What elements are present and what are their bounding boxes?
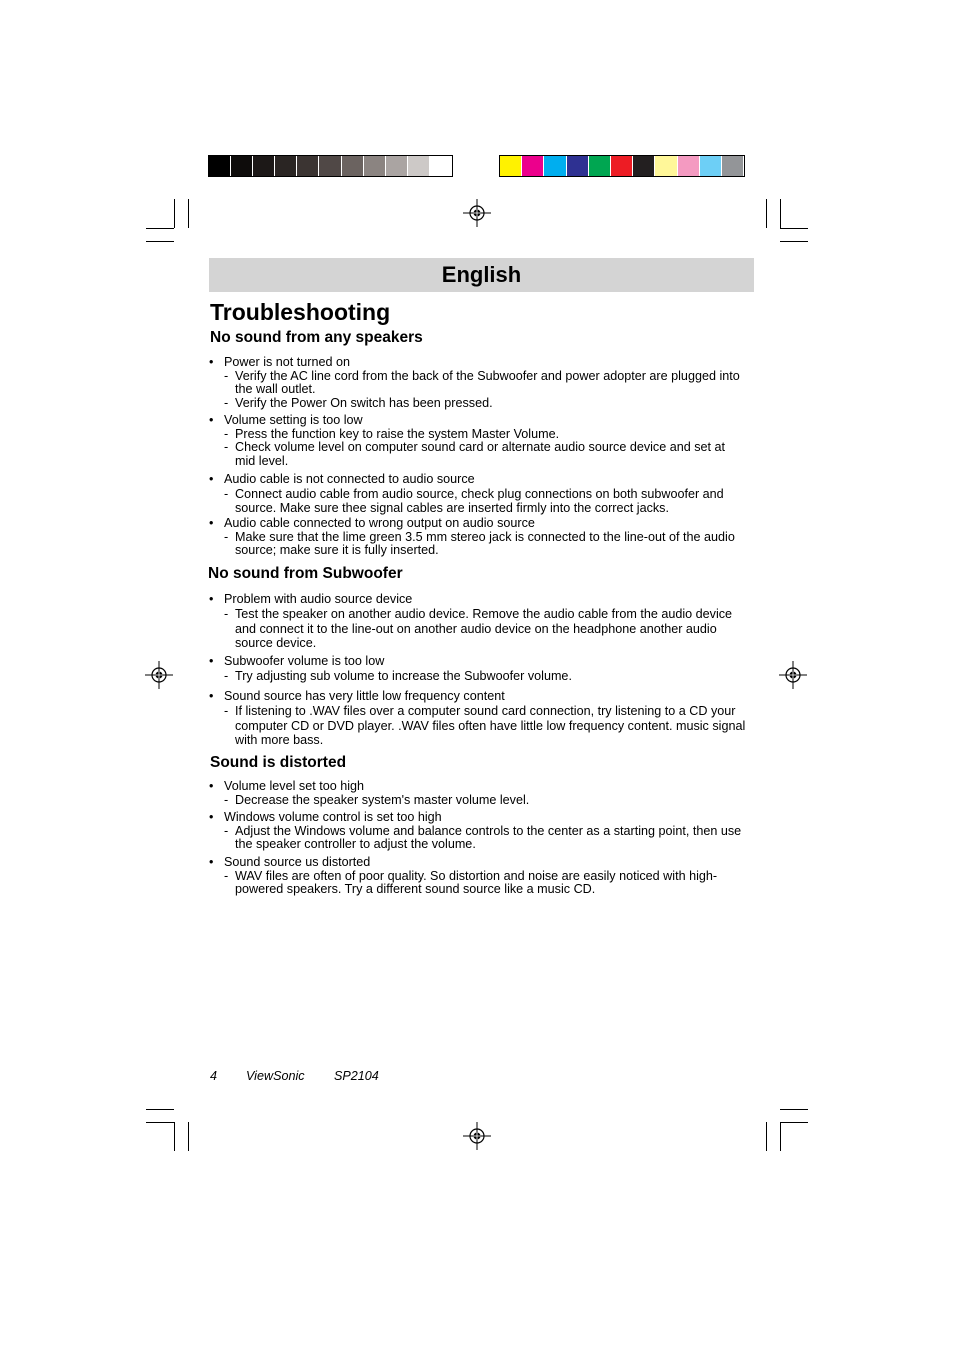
brand-name: ViewSonic xyxy=(246,1069,305,1083)
color-swatch xyxy=(253,156,275,176)
item-detail: Verify the Power On switch has been pressed. xyxy=(235,395,493,410)
item-text: Windows volume control is set too high xyxy=(224,810,442,824)
grayscale-calibration-bar xyxy=(208,155,453,177)
model-number: SP2104 xyxy=(334,1069,379,1083)
color-swatch xyxy=(408,156,430,176)
crop-mark xyxy=(146,241,174,242)
section-heading: Sound is distorted xyxy=(210,754,347,771)
item-detail: Verify the AC line cord from the back of the Subwoofer and power adopter are plugged into the wall outlet. xyxy=(235,368,740,397)
color-swatch xyxy=(500,156,522,176)
color-swatch xyxy=(589,156,611,176)
list-item: • Windows volume control is set too high - Adjust the Windows volume and balance controls to the center as a starting point, then use the speaker controller to adjust the volume. xyxy=(209,810,742,852)
list-item: • Power is not turned on - Verify the AC line cord from the back of the Subwoofer and power adopter are plugged into the wall outlet. - Verify the Power On switch has been pressed. xyxy=(209,355,740,410)
list-item: • Problem with audio source device - Test the speaker on another audio device. Remove the audio cable from the audio device and connect it to the line-out on another audio device on the headphone another audio source device. xyxy=(209,592,733,651)
crop-mark xyxy=(780,1109,808,1110)
crop-mark xyxy=(174,199,175,228)
color-swatch xyxy=(633,156,655,176)
crop-mark xyxy=(780,1122,808,1123)
item-text: Volume setting is too low xyxy=(224,413,363,427)
registration-target-icon xyxy=(779,661,807,689)
list-item: • Sound source has very little low frequency content - If listening to .WAV files over a computer sound card connection, try listening to a CD your computer CD or DVD player. .WAV files often have little low frequency content. music signal with more bass. xyxy=(209,689,746,748)
item-text: Audio cable is not connected to audio source xyxy=(224,472,475,486)
section-heading: No sound from Subwoofer xyxy=(208,565,403,582)
page-title: Troubleshooting xyxy=(210,299,391,325)
registration-target-icon xyxy=(463,1122,491,1150)
color-swatch xyxy=(655,156,677,176)
color-swatch xyxy=(700,156,722,176)
crop-mark xyxy=(188,199,189,228)
color-swatch xyxy=(297,156,319,176)
language-band: English xyxy=(209,258,754,292)
crop-mark xyxy=(188,1122,189,1151)
item-detail: Try adjusting sub volume to increase the Subwoofer volume. xyxy=(235,668,572,683)
item-detail: Test the speaker on another audio device. Remove the audio cable from the audio device and connect it to the line-out on another audio device on the headphone another audio source device. xyxy=(235,606,733,651)
color-swatch xyxy=(722,156,744,176)
item-detail: Connect audio cable from audio source, check plug connections on both subwoofer and source. Make sure thee signal cables are inserted firmly into the correct jacks. xyxy=(235,486,724,516)
color-swatch xyxy=(275,156,297,176)
item-text: Audio cable connected to wrong output on audio source xyxy=(224,516,535,530)
color-swatch xyxy=(678,156,700,176)
color-swatch xyxy=(544,156,566,176)
list-item: • Volume level set too high - Decrease the speaker system's master volume level. xyxy=(209,779,530,807)
crop-mark xyxy=(146,1122,174,1123)
list-item: • Volume setting is too low - Press the function key to raise the system Master Volume. - Check volume level on computer sound card or alternate audio source device and set at mid level. xyxy=(209,413,726,468)
crop-mark xyxy=(766,1122,767,1151)
item-text: Problem with audio source device xyxy=(224,592,413,606)
item-text: Power is not turned on xyxy=(224,355,351,369)
crop-mark xyxy=(146,1109,174,1110)
registration-target-icon xyxy=(463,199,491,227)
item-text: Sound source has very little low frequency content xyxy=(224,689,505,703)
crop-mark xyxy=(766,199,767,228)
registration-target-icon xyxy=(145,661,173,689)
list-item: • Subwoofer volume is too low - Try adjusting sub volume to increase the Subwoofer volume. xyxy=(209,654,572,683)
color-swatch xyxy=(364,156,386,176)
item-detail: Check volume level on computer sound card or alternate audio source device and set at mid level. xyxy=(235,440,726,468)
item-text: Sound source us distorted xyxy=(224,855,371,869)
color-swatch xyxy=(209,156,231,176)
color-swatch xyxy=(611,156,633,176)
page-number: 4 xyxy=(210,1069,218,1083)
color-swatch xyxy=(522,156,544,176)
crop-mark xyxy=(780,241,808,242)
item-text: Subwoofer volume is too low xyxy=(224,654,385,668)
color-swatch xyxy=(386,156,408,176)
color-calibration-bar xyxy=(499,155,745,177)
item-detail: If listening to .WAV files over a computer sound card connection, try listening to a CD your computer CD or DVD player. .WAV files often have little low frequency content. music signal with more bass. xyxy=(235,703,746,748)
color-swatch xyxy=(567,156,589,176)
item-detail: Make sure that the lime green 3.5 mm stereo jack is connected to the line-out of the audio source; make sure it is fully inserted. xyxy=(235,529,735,558)
item-detail: Adjust the Windows volume and balance controls to the center as a starting point, then use the speaker controller to adjust the volume. xyxy=(235,823,742,852)
color-swatch xyxy=(319,156,341,176)
color-swatch xyxy=(231,156,253,176)
list-item: • Sound source us distorted - WAV files are often of poor quality. So distortion and noise are easily noticed with high-powered speakers. Try a different sound source like a music CD. xyxy=(209,855,718,897)
list-item: • Audio cable is not connected to audio source - Connect audio cable from audio source, check plug connections on both subwoofer and source. Make sure thee signal cables are inserted firmly into the correct jacks. xyxy=(209,472,724,516)
item-detail: Press the function key to raise the system Master Volume. xyxy=(235,426,560,441)
item-detail: Decrease the speaker system's master volume level. xyxy=(235,792,530,807)
section-heading: No sound from any speakers xyxy=(210,329,423,346)
color-swatch xyxy=(430,156,452,176)
crop-mark xyxy=(780,228,808,229)
crop-mark xyxy=(174,1122,175,1151)
color-swatch xyxy=(342,156,364,176)
list-item: • Audio cable connected to wrong output on audio source - Make sure that the lime green 3.5 mm stereo jack is connected to the line-out of the audio source; make sure it is fully inserted. xyxy=(209,516,735,558)
crop-mark xyxy=(146,228,174,229)
item-detail: WAV files are often of poor quality. So distortion and noise are easily noticed with high-powered speakers. Try a different sound source like a music CD. xyxy=(235,868,718,897)
item-text: Volume level set too high xyxy=(224,779,365,793)
crop-mark xyxy=(780,1122,781,1151)
crop-mark xyxy=(780,199,781,228)
